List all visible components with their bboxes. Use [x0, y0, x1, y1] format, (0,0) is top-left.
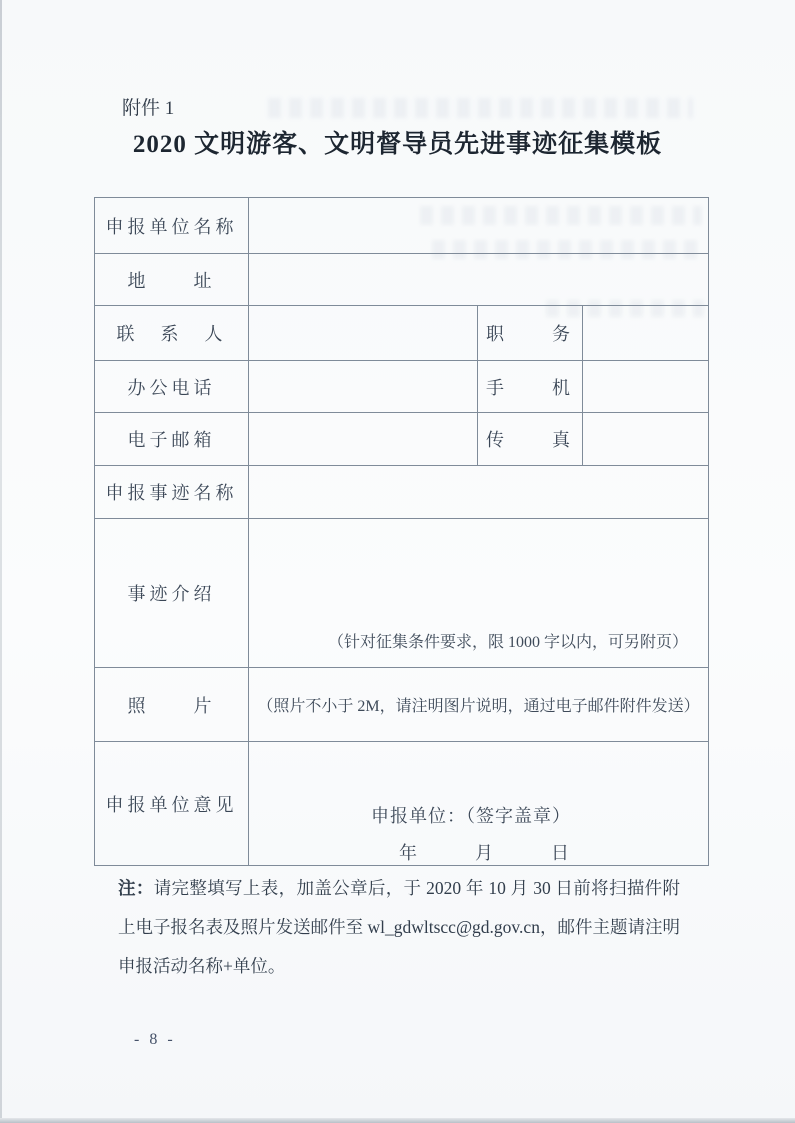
- table-row: [95, 466, 709, 519]
- address-value-cell: [249, 254, 709, 306]
- office-phone-label: 办公电话: [95, 361, 249, 413]
- deed-name-label: 申报事迹名称: [95, 466, 249, 519]
- position-value-cell: [583, 306, 709, 361]
- page-number: - 8 -: [134, 1031, 176, 1048]
- table-row: [95, 413, 709, 466]
- footnote: [118, 869, 680, 986]
- table-row: [95, 306, 709, 361]
- table-row: [95, 519, 709, 668]
- table-row: [95, 254, 709, 306]
- unit-name-value-cell: [249, 198, 709, 254]
- scan-left-edge: [0, 0, 2, 1123]
- deed-intro-value-cell: [249, 519, 709, 668]
- unit-opinion-label: 申报单位意见: [95, 742, 249, 866]
- page-title: 2020 文明游客、文明督导员先进事迹征集模板: [132, 131, 663, 158]
- table-row: [95, 361, 709, 413]
- scan-bottom-edge: [0, 1118, 795, 1123]
- photo-value-cell: [249, 668, 709, 742]
- deed-intro-label: 事迹介绍: [95, 519, 249, 668]
- unit-opinion-value-cell: [249, 742, 709, 866]
- deed-intro-hint: （针对征集条件要求，限 1000 字以内，可另附页）: [328, 634, 689, 651]
- bleed-through-artifact: [268, 98, 693, 118]
- unit-name-label: 申报单位名称: [95, 198, 249, 254]
- unit-opinion-sign-line: 申报单位：（签字盖章）: [371, 806, 571, 826]
- address-label: 地 址: [95, 254, 249, 306]
- mobile-label: 手 机: [478, 361, 583, 413]
- unit-opinion-date-line: 年 月 日: [399, 843, 570, 863]
- attachment-label: 附件 1: [122, 98, 175, 119]
- fax-value-cell: [583, 413, 709, 466]
- mobile-value-cell: [583, 361, 709, 413]
- email-label: 电子邮箱: [95, 413, 249, 466]
- deed-name-value-cell: [249, 466, 709, 519]
- footnote-prefix: 注：: [118, 878, 154, 898]
- fax-label: 传 真: [478, 413, 583, 466]
- office-phone-value-cell: [249, 361, 478, 413]
- contact-label: 联 系 人: [95, 306, 249, 361]
- contact-value-cell: [249, 306, 478, 361]
- photo-hint: （照片不小于 2M，请注明图片说明，通过电子邮件附件发送）: [257, 698, 700, 715]
- application-form-table: [94, 197, 709, 866]
- footnote-body: 请完整填写上表，加盖公章后，于 2020 年 10 月 30 日前将扫描件附上电子报名表及照片发送邮件至 wl_gdwltscc@gd.gov.cn，邮件主题请注明申报活动名称+单位。: [118, 878, 681, 976]
- table-row: [95, 668, 709, 742]
- table-row: [95, 198, 709, 254]
- table-row: [95, 742, 709, 866]
- photo-label: 照 片: [95, 668, 249, 742]
- email-value-cell: [249, 413, 478, 466]
- position-label: 职 务: [478, 306, 583, 361]
